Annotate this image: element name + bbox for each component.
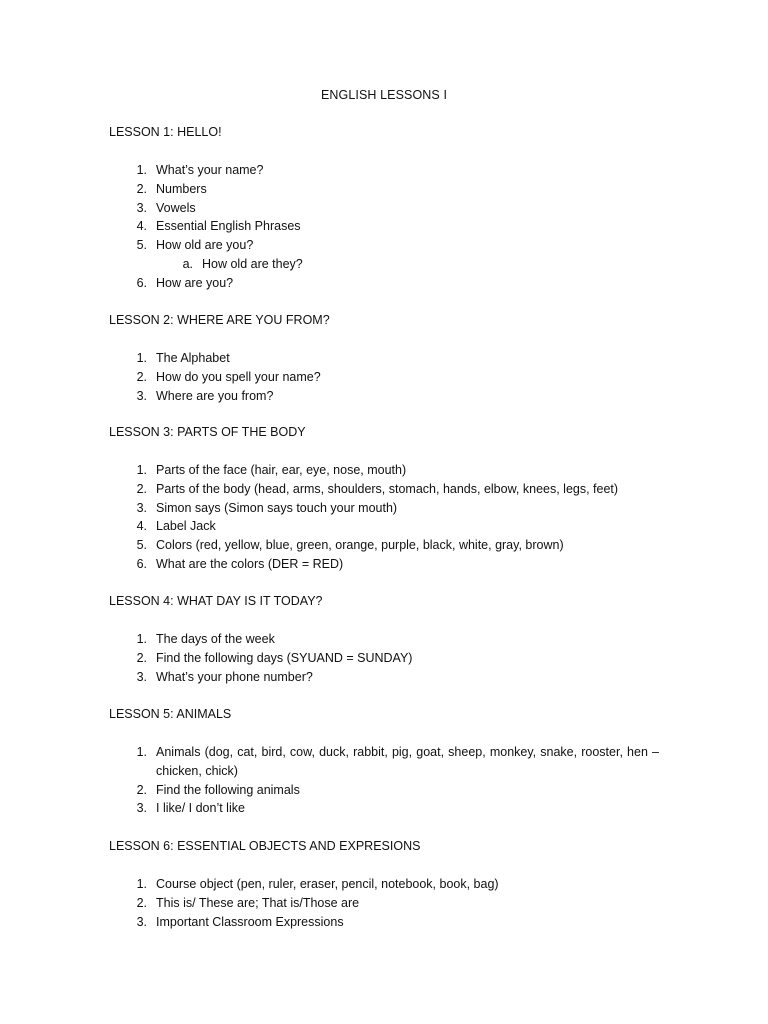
- item-number: 6.: [136, 556, 147, 571]
- lesson-heading: LESSON 4: WHAT DAY IS IT TODAY?: [109, 594, 323, 608]
- list-item: [109, 781, 669, 800]
- item-text: The days of the week: [156, 632, 275, 646]
- item-text: Parts of the face (hair, ear, eye, nose, mouth): [156, 463, 407, 477]
- list-item: [109, 274, 669, 293]
- item-text: How old are you?: [156, 238, 254, 253]
- list-item: [109, 517, 669, 536]
- item-text: Colors (red, yellow, blue, green, orange, purple, black, white, gray, brown): [156, 538, 564, 553]
- item-text: I like/ I don’t like: [156, 801, 245, 816]
- lesson-items: [109, 630, 669, 686]
- item-number: 3.: [136, 200, 147, 215]
- item-text: Vowels: [156, 200, 196, 215]
- item-text: Where are you from?: [156, 388, 274, 403]
- item-text: Course object (pen, ruler, eraser, pencil, notebook, book, bag): [156, 877, 499, 891]
- lesson-heading: LESSON 3: PARTS OF THE BODY: [109, 425, 306, 439]
- list-item: [109, 649, 669, 668]
- lesson-2: [109, 312, 669, 405]
- list-item: [109, 387, 669, 406]
- item-text: Label Jack: [156, 519, 216, 534]
- lesson-heading: LESSON 1: HELLO!: [109, 125, 222, 139]
- lesson-5: [109, 706, 669, 818]
- item-text: This is/ These are; That is/Those are: [156, 895, 360, 910]
- list-item: [109, 236, 669, 255]
- document-title: ENGLISH LESSONS I: [320, 88, 448, 102]
- item-number: 3.: [136, 500, 147, 515]
- item-number: 1.: [136, 745, 147, 759]
- list-item: [109, 349, 669, 368]
- item-text: What’s your name?: [156, 163, 264, 177]
- item-text: How old are they?: [202, 256, 303, 271]
- sub-list-item: [109, 255, 669, 274]
- item-number: 1.: [136, 463, 147, 477]
- item-number: 5.: [136, 538, 147, 553]
- item-text: Animals (dog, cat, bird, cow, duck, rabbit, pig, goat, sheep, monkey, snake, rooster, hen – chicken, chick): [156, 745, 659, 778]
- item-number: 1.: [136, 163, 147, 177]
- list-item: [109, 743, 669, 781]
- item-text: Essential English Phrases: [156, 219, 301, 234]
- item-text: Find the following animals: [156, 782, 300, 797]
- lesson-3: [109, 424, 669, 574]
- list-item: [109, 180, 669, 199]
- item-text: What are the colors (DER = RED): [156, 556, 344, 571]
- lesson-heading: LESSON 6: ESSENTIAL OBJECTS AND EXPRESIONS: [109, 839, 421, 853]
- item-number: 2.: [136, 481, 147, 496]
- lesson-items: [109, 743, 669, 818]
- item-number: 3.: [136, 669, 147, 684]
- list-item: [109, 555, 669, 574]
- lesson-1: [109, 124, 669, 293]
- list-item: [109, 499, 669, 518]
- item-number: 5.: [136, 238, 147, 253]
- lesson-6: [109, 838, 669, 931]
- list-item: [109, 799, 669, 818]
- list-item: [109, 668, 669, 687]
- lesson-items: [109, 161, 669, 293]
- item-text: Parts of the body (head, arms, shoulders, stomach, hands, elbow, knees, legs, feet): [156, 481, 619, 496]
- item-text: How are you?: [156, 275, 234, 290]
- list-item: [109, 913, 669, 932]
- lesson-items: [109, 349, 669, 405]
- item-text: Simon says (Simon says touch your mouth): [156, 500, 398, 515]
- item-number: 2.: [136, 181, 147, 196]
- item-number: 6.: [136, 275, 147, 290]
- lesson-items: [109, 875, 669, 931]
- item-number: 4.: [136, 519, 147, 534]
- item-text: How do you spell your name?: [156, 369, 321, 384]
- item-number: 1.: [136, 632, 147, 646]
- item-number: 2.: [136, 369, 147, 384]
- list-item: [109, 217, 669, 236]
- list-item: [109, 161, 669, 180]
- item-number: 1.: [136, 351, 147, 365]
- list-item: [109, 894, 669, 913]
- item-letter: a.: [182, 256, 193, 271]
- item-number: 2.: [136, 895, 147, 910]
- list-item: [109, 461, 669, 480]
- item-number: 4.: [136, 219, 147, 234]
- item-text: Numbers: [156, 181, 207, 196]
- item-number: 2.: [136, 650, 147, 665]
- item-text: Important Classroom Expressions: [156, 914, 344, 929]
- item-number: 3.: [136, 388, 147, 403]
- list-item: [109, 875, 669, 894]
- lesson-items: [109, 461, 669, 574]
- lesson-4: [109, 593, 669, 686]
- lesson-heading: LESSON 2: WHERE ARE YOU FROM?: [109, 313, 330, 327]
- list-item: [109, 199, 669, 218]
- list-item: [109, 630, 669, 649]
- list-item: [109, 536, 669, 555]
- list-item: [109, 368, 669, 387]
- item-number: 3.: [136, 914, 147, 929]
- item-number: 2.: [136, 782, 147, 797]
- lesson-heading: LESSON 5: ANIMALS: [109, 707, 232, 721]
- item-number: 3.: [136, 801, 147, 816]
- list-item: [109, 480, 669, 499]
- item-text: What’s your phone number?: [156, 669, 313, 684]
- item-text: The Alphabet: [156, 351, 230, 365]
- item-text: Find the following days (SYUAND = SUNDAY): [156, 650, 413, 665]
- item-number: 1.: [136, 877, 147, 891]
